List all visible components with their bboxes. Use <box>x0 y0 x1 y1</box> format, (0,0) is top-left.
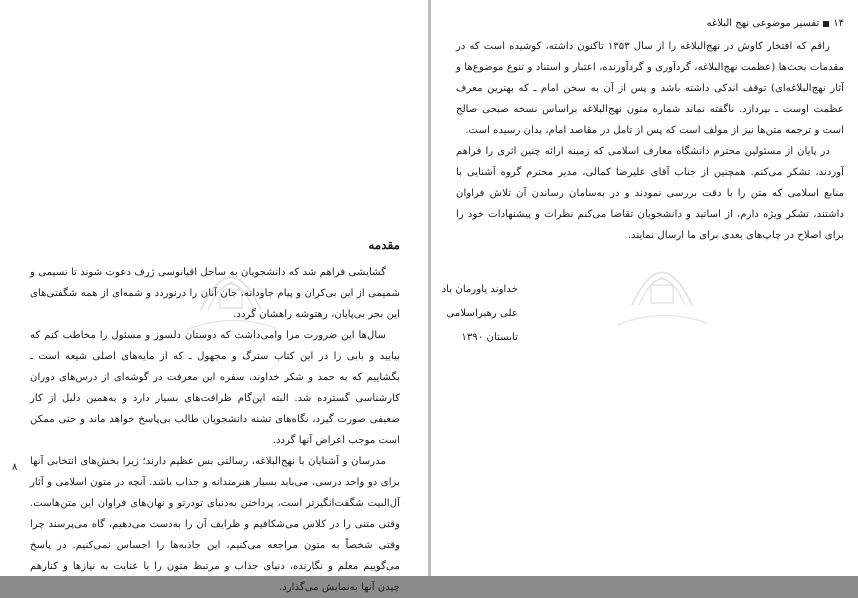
right-paragraph-2: در پایان از مسئولین محترم دانشگاه معارف اسلامی که زمینه ارائه چنین اثری را فراهم آوردند، تشکر می‌کنم. همچنین از جناب آقای علیرضا کمالی، مدیر محترم گروه آشنایی با منابع اسلامی که متن را با دقت بررسی نمودند و در به‌سامان رساندن آن تلاش فراوان داشتند، تشکر ویژه دارم، از اساتید و دانشجویان تقاضا می‌کنم نظرات و پیشنهادات خود را برای اصلاح در چاپ‌های بعدی برای ما ارسال نمایند. <box>456 146 844 241</box>
left-paragraph-2: سال‌ها این ضرورت مرا وامی‌داشت که دوستان دلسوز و مسئول را مخاطب کنم که بیایید و بابی را در این کتاب سترگ و مجهول ـ که از مایه‌های اصلی شیعه است ـ بگشاییم که به حمد و شکر خداوند، سفره این معرفت در گوشه‌ای از درس‌های دوران کارشناسی گسترده شد. البته این‌گام ظرافت‌های بسیار دارد و به‌همین دلیل از کار ضعیفی صورت گیرد، نگاه‌های تشنه دانشجویان طالب بی‌پاسخ خواهد ماند و حتی ممکن است موجب اعراض آنها گردد. <box>30 330 400 446</box>
page-number-left: ۸ <box>12 462 18 473</box>
left-paragraph-3: مدرسان و آشنایان با نهج‌البلاغه، رسالتی بس عظیم دارند؛ زیرا بخش‌های انتخابی آنها برای دو واحد درسی، می‌باید بسیار هنرمندانه و جذاب باشد. آنچه در متون اسلامی و آثار آل‌البیت شگفت‌انگیزتر است، پرداختن به‌دنیای تودرتو و نهان‌های فراوان این متن‌هاست. وقتی متنی را در کلاس می‌شکافیم و ظرایف آن را به‌دست می‌دهیم، گاه می‌پرسند چرا وقتی شخصاً به متون مراجعه می‌کنیم، این جاذبه‌ها را احساس نمی‌کنیم. در پاسخ می‌گوییم معلم و نگارنده، دنیای جذاب و مرتبط متون را با عنایت به نیازها و کنارهم چیدن آنها به‌نمایش می‌گذارد. <box>30 456 400 593</box>
watermark-logo-icon <box>176 250 286 340</box>
signature-date: تابستان ۱۳۹۰ <box>461 332 518 343</box>
signature-block <box>442 278 518 350</box>
running-header <box>707 18 844 29</box>
left-paragraph-1: گشایشی فراهم شد که دانشجویان به ساحل اقیانوسی ژرف دعوت شوند تا نسیمی و شمیمی از این بی‌کران و پیام جاودانه، جان آنان را درنوردد و شمه‌ای از همه شگفتی‌های این بحر بی‌پایان، رهتوشه راهشان گردد. <box>30 267 400 320</box>
signature-line-1: خداوند یاورمان باد <box>441 284 518 295</box>
right-paragraph-1: راقم که افتخار کاوش در نهج‌البلاغه را از سال ۱۳۵۳ تاکنون داشته، کوشیده است که در مقدمات بحث‌ها (عظمت نهج‌البلاغه، گردآوری و گردآورنده، اعتبار و استناد و تنوع موضوع‌ها و آثار نهج‌البلاغه‌ای) توقف اندکی داشته باشد و پس از آن به سخن امام ـ که بهترین معرف عظمت اوست ـ بپردازد. ناگفته نماند شماره متون نهج‌البلاغه براساس نسخه صبحی صالح است و ترجمه متن‌ها نیز از مولف است که پس از تامل در مقاصد امام، بدان رسیده است. <box>456 41 844 136</box>
page-number: ۱۴ <box>833 18 844 29</box>
running-title: تفسیر موضوعی نهج البلاغه <box>706 18 820 29</box>
right-page <box>431 0 858 576</box>
watermark-logo-icon <box>607 245 717 335</box>
left-page <box>0 0 428 593</box>
signature-author: علی رهبراسلامی <box>446 308 518 319</box>
header-square-icon <box>823 21 829 27</box>
section-heading: مقدمه <box>368 238 400 252</box>
right-page-text <box>456 36 844 246</box>
